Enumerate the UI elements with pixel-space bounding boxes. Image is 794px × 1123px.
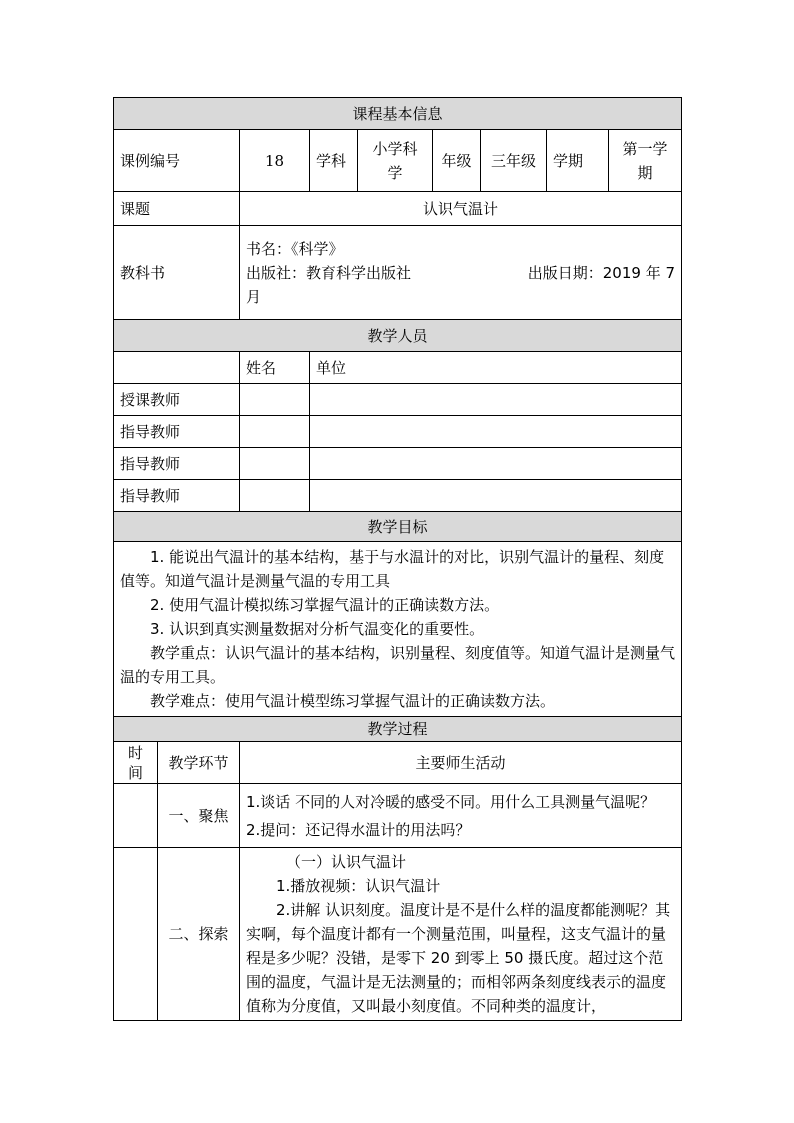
activity-line: （一）认识气温计 [286,853,407,871]
publish-date-cont: 月 [246,287,262,306]
course-no-value: 18 [240,130,310,192]
difficult-point: 教学难点：使用气温计模型练习掌握气温计的正确读数方法。 [150,692,556,710]
textbook-info [240,226,682,320]
staff-header: 教学人员 [114,320,682,352]
grade-value: 三年级 [481,130,547,192]
book-name: 书名：《科学》 [246,239,344,258]
stage-time-1 [114,848,158,1021]
staff-role-3: 指导教师 [114,480,240,512]
basic-info-header: 课程基本信息 [114,98,682,130]
activity-line: 1.播放视频：认识气温计 [276,877,441,895]
term-value [609,130,682,192]
activity-line: 2.提问：还记得水温计的用法吗？ [246,820,471,839]
goal-item: 2. 使用气温计模拟练习掌握气温计的正确读数方法。 [150,596,500,614]
activity-line: 1.谈话 不同的人对冷暖的感受不同。用什么工具测量气温呢？ [246,792,656,811]
staff-role-1: 指导教师 [114,416,240,448]
lesson-plan-document [113,97,681,1021]
staff-name-1 [240,416,310,448]
staff-unit-2 [310,448,682,480]
topic-label: 课题 [114,192,240,226]
course-no-label: 课例编号 [114,130,240,192]
staff-unit-col: 单位 [310,352,682,384]
topic-value: 认识气温计 [240,192,682,226]
term-value-line-2: 期 [637,163,653,182]
stage-time-0 [114,784,158,848]
stage-name-1: 二、探索 [158,848,240,1021]
staff-name-0 [240,384,310,416]
subject-label: 学科 [310,130,358,192]
goals-body [114,542,682,717]
goal-item: 1. 能说出气温计的基本结构，基于与水温计的对比，识别气温计的量程、刻度值等。知道气温计是测量气温的专用工具 [120,548,665,590]
lesson-plan-table [113,97,682,717]
subject-value-line-1: 小学科 [372,139,418,158]
goal-item: 3. 认识到真实测量数据对分析气温变化的重要性。 [150,620,485,638]
col-time-line-2: 间 [127,763,143,782]
publisher-line [246,261,675,285]
staff-role-0: 授课教师 [114,384,240,416]
staff-name-3 [240,480,310,512]
term-label: 学期 [547,130,609,192]
stage-name-0: 一、聚焦 [158,784,240,848]
staff-unit-0 [310,384,682,416]
staff-unit-3 [310,480,682,512]
grade-label: 年级 [433,130,481,192]
publish-date: 出版日期：2019 年 7 [527,263,676,282]
term-value-line-1: 第一学 [622,139,668,158]
staff-corner-cell [114,352,240,384]
col-time-line-1: 时 [127,743,143,762]
key-point: 教学重点：认识气温计的基本结构，识别量程、刻度值等。知道气温计是测量气温的专用工具。 [120,644,676,686]
col-activity: 主要师生活动 [240,742,682,784]
staff-name-2 [240,448,310,480]
staff-unit-1 [310,416,682,448]
process-table [113,716,682,1021]
col-time [114,742,158,784]
staff-name-col: 姓名 [240,352,310,384]
staff-role-2: 指导教师 [114,448,240,480]
col-stage: 教学环节 [158,742,240,784]
stage-activity-1 [240,848,682,1021]
activity-line: 2.讲解 认识刻度。温度计是不是什么样的温度都能测呢？其实啊，每个温度计都有一个测量范围，叫量程，这支气温计的量程是多少呢？没错，是零下 20 到零上 50 摄氏度。超过这个范围的温度，气温计是无法测量的；而相邻两条刻度线表示的温度值称为分度值，又叫最小刻度值。不同种类的温度计， [246,901,671,1015]
subject-value [358,130,433,192]
textbook-label: 教科书 [114,226,240,320]
subject-value-line-2: 学 [387,163,403,182]
process-header: 教学过程 [114,717,682,742]
goals-header: 教学目标 [114,512,682,542]
publisher: 出版社：教育科学出版社 [246,263,412,282]
stage-activity-0 [240,784,682,848]
